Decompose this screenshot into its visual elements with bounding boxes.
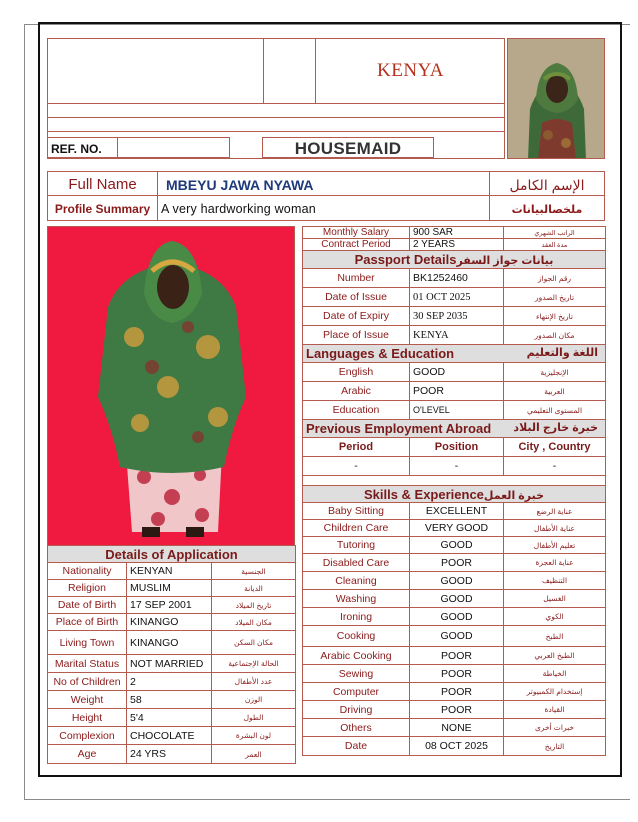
passport-row-label: Number [303,269,410,288]
skill-row [303,572,606,590]
skill-row [303,608,606,626]
application-title: Details of Application [48,546,296,563]
skill-row-ar: الطبخ العربي [504,647,606,665]
employment-col-location: City , Country [504,438,606,457]
header-vline-1 [263,38,264,103]
application-row-label: Complexion [48,727,127,745]
application-row [48,655,296,673]
application-row-ar: الجنسية [212,563,296,580]
language-row-label: Arabic [303,382,410,401]
passport-row-value: 01 OCT 2025 [410,288,504,307]
skill-row-ar: خبرات أخرى [504,719,606,737]
skill-row-ar: الغسيل [504,590,606,608]
passport-header [303,251,606,269]
passport-row-value: KENYA [410,326,504,345]
skill-row-ar: الكوي [504,608,606,626]
skill-row-value: POOR [410,683,504,701]
application-row [48,597,296,614]
language-row-label: English [303,363,410,382]
application-row-label: Marital Status [48,655,127,673]
application-row-label: Weight [48,691,127,709]
contract-row-ar: الراتب الشهري [504,227,606,239]
passport-row-label: Date of Expiry [303,307,410,326]
language-row-ar: الإنجليزية [504,363,606,382]
profile-text: A very hardworking woman [161,202,316,216]
contract-row-value: 900 SAR [410,227,504,239]
skill-row-ar: تعليم الأطفال [504,537,606,554]
application-row-value: CHOCOLATE [127,727,212,745]
skill-row [303,683,606,701]
skill-row-ar: التاريخ [504,737,606,756]
skill-row-value: GOOD [410,572,504,590]
application-row-value: 24 YRS [127,745,212,764]
application-title-row [48,546,296,563]
skill-row-label: Others [303,719,410,737]
full-name-ar-cell [489,171,605,196]
language-row-value: O'LEVEL [410,401,504,420]
profile-label: Profile Summary [54,202,151,216]
ref-label: REF. NO. [51,142,102,156]
application-row-ar: الطول [212,709,296,727]
skill-row-value: NONE [410,719,504,737]
language-row-ar: المستوى التعليمي [504,401,606,420]
passport-row [303,326,606,345]
application-row [48,727,296,745]
languages-header [303,345,606,363]
language-row [303,401,606,420]
employment-header-title-ar: خبرة خارج البلاد [513,422,598,434]
skill-row-ar: الطبخ [504,626,606,647]
application-row-label: No of Children [48,673,127,691]
skill-row-value: GOOD [410,537,504,554]
languages-header-title-ar: اللغة والتعليم [526,347,598,359]
job-title-box [262,137,434,158]
passport-row [303,288,606,307]
skill-row-label: Ironing [303,608,410,626]
employment-columns [303,438,606,457]
profile-ar: ملخصالبيانات [511,204,583,216]
skill-row-ar: القيادة [504,701,606,719]
application-row-value: NOT MARRIED [127,655,212,673]
full-body-photo-image [48,227,295,546]
skill-row-ar: عناية العجزة [504,554,606,572]
skill-row-label: Date [303,737,410,756]
employment-header-title: Previous Employment Abroad [306,421,492,436]
application-row-label: Place of Birth [48,614,127,631]
skill-row [303,590,606,608]
languages-header-cell [303,345,606,363]
profile-label-cell [47,195,158,221]
skill-row-value: POOR [410,701,504,719]
passport-row-ar: تاريخ الإنتهاء [504,307,606,326]
passport-row-label: Place of Issue [303,326,410,345]
application-row-label: Age [48,745,127,764]
application-row-ar: عدد الأطفال [212,673,296,691]
passport-row-label: Date of Issue [303,288,410,307]
skills-header-cell [303,486,606,503]
passport-row-value: BK1252460 [410,269,504,288]
passport-row-ar: رقم الجواز [504,269,606,288]
skills-header-title-ar: خبرة العمل [483,489,545,502]
passport-header-title-ar: بيانات جواز السفر [456,255,554,267]
application-row-label: Date of Birth [48,597,127,614]
employment-row [303,457,606,476]
passport-row-value: 30 SEP 2035 [410,307,504,326]
skill-row-label: Arabic Cooking [303,647,410,665]
skill-row [303,554,606,572]
employment-period: - [303,457,410,476]
spacer-row [303,476,606,486]
ref-value-cell [117,137,230,158]
skill-row [303,626,606,647]
application-row-label: Religion [48,580,127,597]
skill-row-ar: عناية الرضع [504,503,606,520]
passport-photo [507,38,605,159]
application-row-value: 58 [127,691,212,709]
contract-row-label: Contract Period [303,239,410,251]
application-row [48,673,296,691]
application-row-ar: الديانة [212,580,296,597]
skill-row-value: VERY GOOD [410,520,504,537]
skill-row-value: POOR [410,647,504,665]
employment-header-cell [303,420,606,438]
contract-row [303,239,606,251]
employment-header [303,420,606,438]
full-name-label: Full Name [68,176,137,193]
skill-row-value: POOR [410,665,504,683]
skill-row [303,665,606,683]
skills-header-title: Skills & Experience [363,486,484,502]
application-row-value: MUSLIM [127,580,212,597]
skill-row-ar: إستخدام الكمبيوتر [504,683,606,701]
skill-row-ar: عناية الأطفال [504,520,606,537]
header-divider-3 [47,131,505,132]
skill-row [303,537,606,554]
ref-label-cell [47,137,118,158]
passport-row-ar: مكان الصدور [504,326,606,345]
skill-row-label: Disabled Care [303,554,410,572]
skill-row-value: POOR [410,554,504,572]
skill-row-value: EXCELLENT [410,503,504,520]
skill-row-label: Sewing [303,665,410,683]
contract-row-value: 2 YEARS [410,239,504,251]
application-row [48,614,296,631]
skills-header [303,486,606,503]
passport-row [303,307,606,326]
full-name-ar: الإسم الكامل [509,177,585,193]
header-divider-1 [47,103,505,104]
application-row [48,580,296,597]
application-row-value: 5'4 [127,709,212,727]
application-row-value: KINANGO [127,631,212,655]
application-row-label: Nationality [48,563,127,580]
application-row-value: 17 SEP 2001 [127,597,212,614]
employment-col-position: Position [410,438,504,457]
skill-row-label: Washing [303,590,410,608]
skill-row [303,520,606,537]
languages-header-title: Languages & Education [306,346,455,361]
contract-row-ar: مدة العقد [504,239,606,251]
skill-row-label: Cooking [303,626,410,647]
application-row-value: KENYAN [127,563,212,580]
passport-row-ar: تاريخ الصدور [504,288,606,307]
application-row-label: Height [48,709,127,727]
contract-row [303,227,606,239]
language-row [303,363,606,382]
profile-ar-cell [489,195,605,221]
application-row [48,631,296,655]
header-divider-2 [47,117,505,118]
application-row-ar: تاريخ الميلاد [212,597,296,614]
skill-row-label: Tutoring [303,537,410,554]
passport-row [303,269,606,288]
language-row-ar: العربية [504,382,606,401]
skill-row-label: Baby Sitting [303,503,410,520]
full-body-photo [47,226,295,546]
skill-row-value: 08 OCT 2025 [410,737,504,756]
full-name-value: MBEYU JAWA NYAWA [166,177,314,193]
application-row [48,691,296,709]
passport-header-title: Passport Details [354,252,457,267]
application-row-value: 2 [127,673,212,691]
passport-photo-image [508,39,605,159]
passport-header-cell [303,251,606,269]
language-row-value: POOR [410,382,504,401]
skill-row-label: Cleaning [303,572,410,590]
application-row [48,709,296,727]
details-table [302,226,606,756]
language-row-label: Education [303,401,410,420]
application-row-value: KINANGO [127,614,212,631]
skill-row [303,503,606,520]
job-title: HOUSEMAID [294,139,402,158]
application-row [48,563,296,580]
skill-row-ar: التنظيف [504,572,606,590]
spacer-cell [303,476,606,486]
skill-row-label: Children Care [303,520,410,537]
full-name-label-cell [47,171,158,196]
skill-row-ar: الخياطة [504,665,606,683]
employment-location: - [504,457,606,476]
application-row-ar: لون البشرة [212,727,296,745]
profile-cell [157,195,490,221]
skill-row-label: Computer [303,683,410,701]
skill-row [303,719,606,737]
application-row [48,745,296,764]
application-row-label: Living Town [48,631,127,655]
application-row-ar: مكان السكن [212,631,296,655]
skill-row-value: GOOD [410,590,504,608]
skill-row-value: GOOD [410,608,504,626]
skill-row-value: GOOD [410,626,504,647]
full-name-cell [157,171,490,196]
application-row-ar: الحالة الإجتماعية [212,655,296,673]
application-row-ar: العمر [212,745,296,764]
application-row-ar: مكان الميلاد [212,614,296,631]
application-row-ar: الوزن [212,691,296,709]
contract-row-label: Monthly Salary [303,227,410,239]
skill-row-label: Driving [303,701,410,719]
language-row [303,382,606,401]
application-table [47,545,296,764]
country-title: KENYA [377,60,444,81]
skill-row [303,647,606,665]
language-row-value: GOOD [410,363,504,382]
employment-col-period: Period [303,438,410,457]
employment-position: - [410,457,504,476]
skill-row [303,737,606,756]
skill-row [303,701,606,719]
